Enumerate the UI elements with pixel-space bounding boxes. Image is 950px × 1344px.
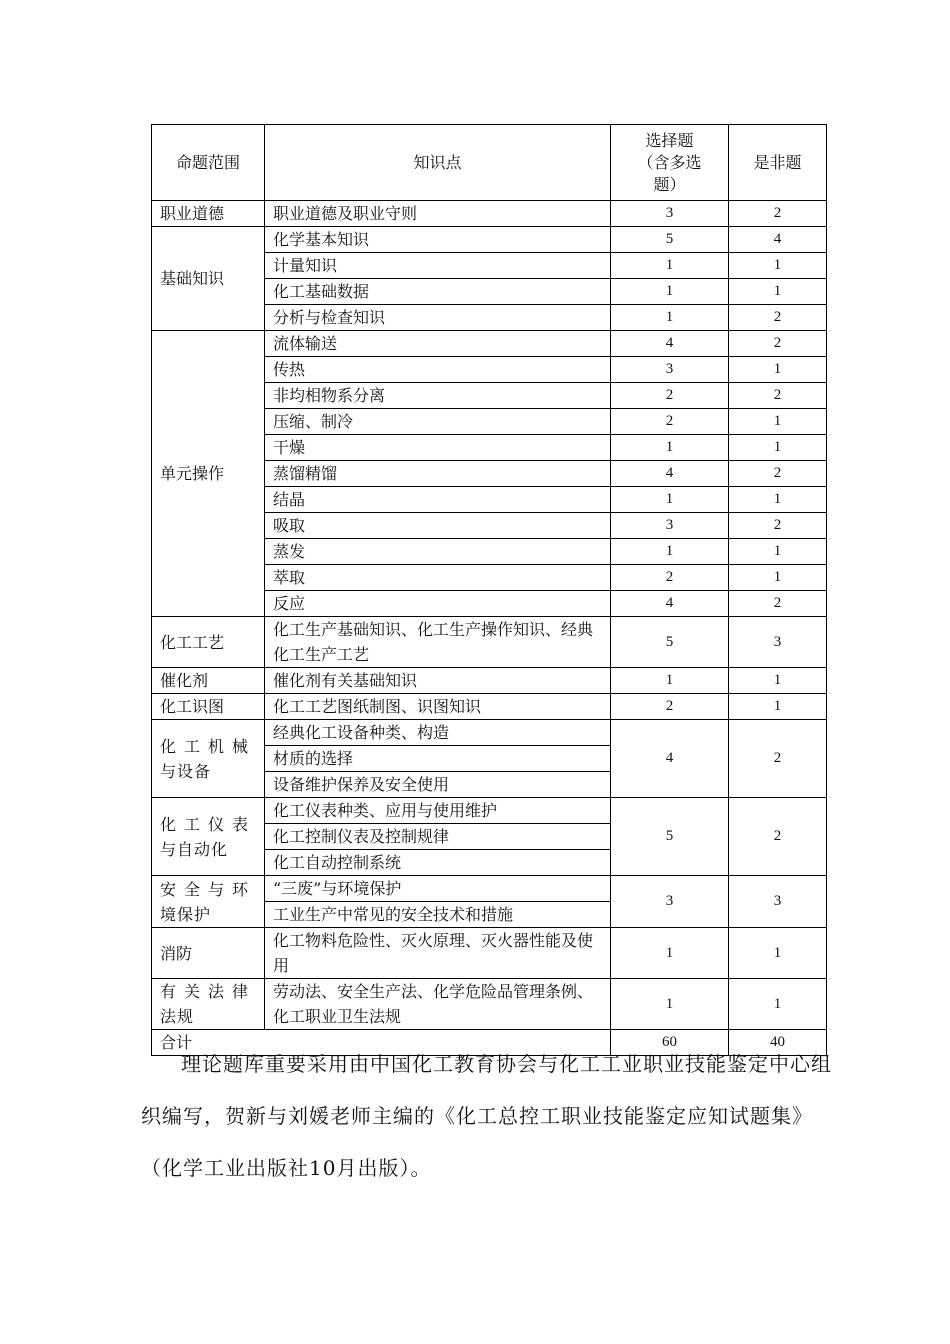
- knowledge-cell: 非均相物系分离: [265, 383, 611, 409]
- knowledge-cell: 设备维护保养及安全使用: [265, 772, 611, 798]
- table-row: [152, 694, 827, 720]
- knowledge-cell: 化学基本知识: [265, 227, 611, 253]
- scope-cell: [152, 979, 265, 1030]
- table-body: [152, 201, 827, 1030]
- choice-count-cell: 1: [611, 253, 729, 279]
- table-row: [152, 798, 827, 824]
- truefalse-count-cell: 2: [729, 720, 827, 798]
- truefalse-count-cell: 1: [729, 435, 827, 461]
- total-choice: 60: [611, 1030, 729, 1056]
- table-header-row: [152, 125, 827, 201]
- choice-count-cell: 5: [611, 227, 729, 253]
- table-row: [152, 668, 827, 694]
- scope-line: 职业道德: [160, 204, 225, 223]
- table-row: [152, 201, 827, 227]
- knowledge-cell: 计量知识: [265, 253, 611, 279]
- scope-line: 有关法律: [160, 982, 257, 1001]
- choice-count-cell: 2: [611, 409, 729, 435]
- truefalse-count-cell: 1: [729, 539, 827, 565]
- truefalse-count-cell: 2: [729, 461, 827, 487]
- table-row: [152, 928, 827, 979]
- knowledge-cell: 分析与检查知识: [265, 305, 611, 331]
- scope-line: 化工识图: [160, 697, 225, 716]
- truefalse-count-cell: 2: [729, 513, 827, 539]
- knowledge-cell: 催化剂有关基础知识: [265, 668, 611, 694]
- choice-count-cell: 2: [611, 383, 729, 409]
- scope-cell: [152, 694, 265, 720]
- scope-cell: [152, 720, 265, 798]
- header-scope: 命题范围: [152, 125, 265, 201]
- knowledge-cell: 流体输送: [265, 331, 611, 357]
- header-choice: [611, 125, 729, 201]
- knowledge-cell: “三废”与环境保护: [265, 876, 611, 902]
- table-row: [152, 227, 827, 253]
- knowledge-cell: 工业生产中常见的安全技术和措施: [265, 902, 611, 928]
- knowledge-cell: 化工工艺图纸制图、识图知识: [265, 694, 611, 720]
- choice-count-cell: 4: [611, 461, 729, 487]
- header-choice-line: 题）: [653, 174, 686, 194]
- truefalse-count-cell: 2: [729, 201, 827, 227]
- choice-count-cell: 1: [611, 279, 729, 305]
- choice-count-cell: 2: [611, 565, 729, 591]
- choice-count-cell: 2: [611, 694, 729, 720]
- truefalse-count-cell: 1: [729, 979, 827, 1030]
- knowledge-cell: 职业道德及职业守则: [265, 201, 611, 227]
- knowledge-cell: 化工物料危险性、灭火原理、灭火器性能及使用: [265, 928, 611, 979]
- choice-count-cell: 4: [611, 720, 729, 798]
- choice-count-cell: 3: [611, 357, 729, 383]
- truefalse-count-cell: 2: [729, 798, 827, 876]
- knowledge-cell: 化工基础数据: [265, 279, 611, 305]
- truefalse-count-cell: 4: [729, 227, 827, 253]
- scope-line: 法规: [160, 1007, 195, 1026]
- truefalse-count-cell: 1: [729, 409, 827, 435]
- truefalse-count-cell: 2: [729, 591, 827, 617]
- truefalse-count-cell: 1: [729, 694, 827, 720]
- choice-count-cell: 3: [611, 513, 729, 539]
- knowledge-cell: 吸取: [265, 513, 611, 539]
- choice-count-cell: 5: [611, 617, 729, 668]
- scope-line: 安全与环: [160, 879, 257, 899]
- truefalse-count-cell: 1: [729, 565, 827, 591]
- question-distribution-table: [151, 124, 827, 1056]
- header-truefalse: 是非题: [729, 125, 827, 201]
- truefalse-count-cell: 1: [729, 357, 827, 383]
- scope-cell: [152, 331, 265, 617]
- knowledge-cell: 劳动法、安全生产法、化学危险品管理条例、化工职业卫生法规: [265, 979, 611, 1030]
- choice-count-cell: 1: [611, 539, 729, 565]
- knowledge-cell: 经典化工设备种类、构造: [265, 720, 611, 746]
- scope-line: 单元操作: [160, 464, 225, 483]
- truefalse-count-cell: 1: [729, 253, 827, 279]
- choice-count-cell: 1: [611, 979, 729, 1030]
- knowledge-cell: 蒸发: [265, 539, 611, 565]
- choice-count-cell: 1: [611, 487, 729, 513]
- truefalse-count-cell: 2: [729, 383, 827, 409]
- knowledge-cell: 反应: [265, 591, 611, 617]
- knowledge-cell: 传热: [265, 357, 611, 383]
- scope-line: 催化剂: [160, 671, 209, 690]
- truefalse-count-cell: 3: [729, 876, 827, 928]
- total-truefalse: 40: [729, 1030, 827, 1056]
- knowledge-cell: 蒸馏精馏: [265, 461, 611, 487]
- scope-line: 境保护: [160, 904, 212, 924]
- scope-line: 与设备: [160, 761, 212, 781]
- scope-line: 化工机械: [160, 736, 257, 756]
- knowledge-cell: 压缩、制冷: [265, 409, 611, 435]
- knowledge-cell: 化工自动控制系统: [265, 850, 611, 876]
- truefalse-count-cell: 1: [729, 487, 827, 513]
- scope-cell: [152, 617, 265, 668]
- choice-count-cell: 4: [611, 591, 729, 617]
- choice-count-cell: 1: [611, 305, 729, 331]
- choice-count-cell: 4: [611, 331, 729, 357]
- scope-line: 基础知识: [160, 269, 225, 288]
- knowledge-cell: 化工生产基础知识、化工生产操作知识、经典化工生产工艺: [265, 617, 611, 668]
- knowledge-cell: 萃取: [265, 565, 611, 591]
- scope-line: 与自动化: [160, 839, 229, 859]
- table-row: [152, 331, 827, 357]
- paragraph-text: 理论题库重要采用由中国化工教育协会与化工工业职业技能鉴定中心组织编写，贺新与刘媛老师主编的《化工总控工职业技能鉴定应知试题集》（化学工业出版社10月出版）。: [141, 1052, 832, 1180]
- truefalse-count-cell: 1: [729, 279, 827, 305]
- scope-cell: [152, 227, 265, 331]
- scope-cell: [152, 928, 265, 979]
- choice-count-cell: 3: [611, 201, 729, 227]
- total-label: 合计: [152, 1030, 611, 1056]
- knowledge-cell: 干燥: [265, 435, 611, 461]
- scope-cell: [152, 201, 265, 227]
- table-row: [152, 617, 827, 668]
- choice-count-cell: 1: [611, 668, 729, 694]
- scope-cell: [152, 668, 265, 694]
- header-knowledge: 知识点: [265, 125, 611, 201]
- scope-line: 化工工艺: [160, 632, 225, 652]
- choice-count-cell: 1: [611, 435, 729, 461]
- knowledge-cell: 结晶: [265, 487, 611, 513]
- choice-count-cell: 3: [611, 876, 729, 928]
- scope-line: 化工仪表: [160, 814, 257, 834]
- scope-line: 消防: [160, 943, 193, 963]
- header-choice-line: 选择题: [645, 130, 694, 150]
- scope-cell: [152, 798, 265, 876]
- knowledge-cell: 化工仪表种类、应用与使用维护: [265, 798, 611, 824]
- choice-count-cell: 1: [611, 928, 729, 979]
- truefalse-count-cell: 2: [729, 305, 827, 331]
- header-choice-line: （含多选: [637, 152, 702, 172]
- knowledge-cell: 化工控制仪表及控制规律: [265, 824, 611, 850]
- body-paragraph: [141, 1038, 841, 1194]
- truefalse-count-cell: 1: [729, 668, 827, 694]
- truefalse-count-cell: 3: [729, 617, 827, 668]
- truefalse-count-cell: 2: [729, 331, 827, 357]
- knowledge-cell: 材质的选择: [265, 746, 611, 772]
- table-row: [152, 876, 827, 902]
- truefalse-count-cell: 1: [729, 928, 827, 979]
- scope-cell: [152, 876, 265, 928]
- table-row: [152, 979, 827, 1030]
- table-row: [152, 720, 827, 746]
- choice-count-cell: 5: [611, 798, 729, 876]
